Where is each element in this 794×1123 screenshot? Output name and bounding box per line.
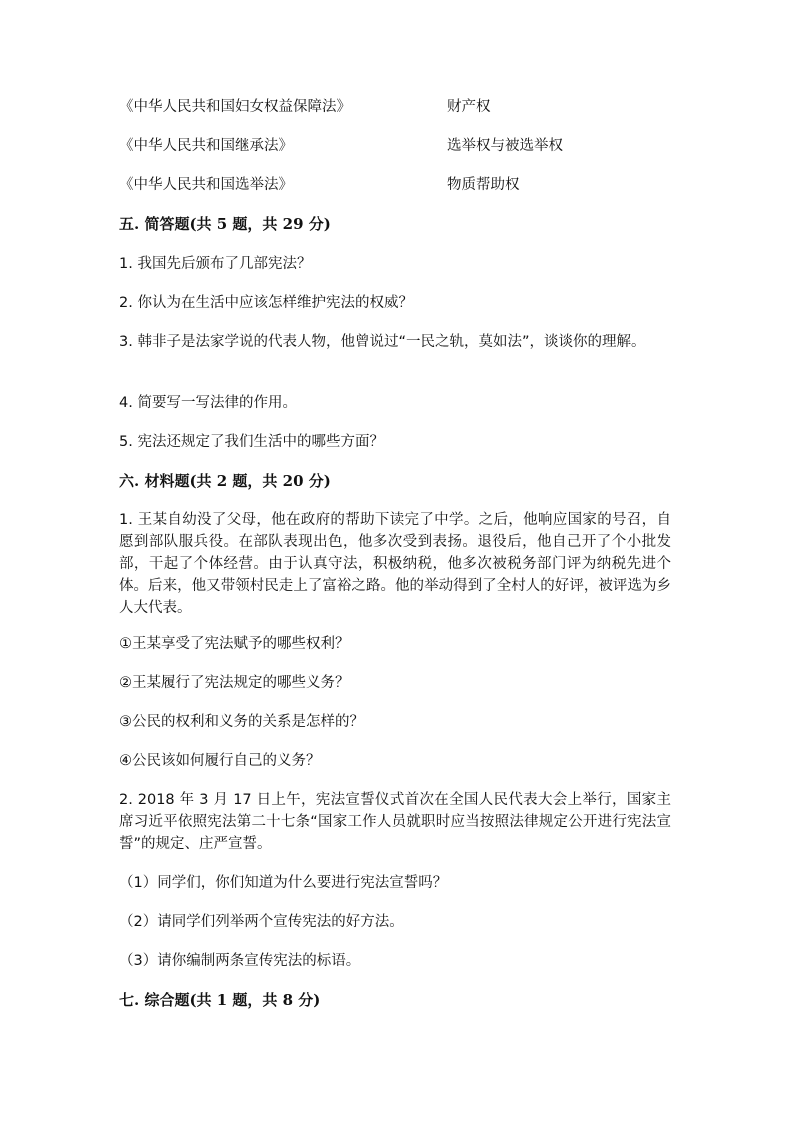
section5-question-4: 4. 简要写一写法律的作用。 (119, 395, 297, 411)
section5-question-3: 3. 韩非子是法家学说的代表人物，他曾说过“一民之轨，莫如法”，谈谈你的理解。 (119, 334, 646, 350)
material-2-question-1: （1）同学们，你们知道为什么要进行宪法宣誓吗？ (119, 875, 448, 891)
section5-heading: 五. 简答题(共 5 题，共 29 分) (119, 215, 331, 233)
matching-right-2: 选举权与被选举权 (447, 138, 563, 154)
section5-question-5: 5. 宪法还规定了我们生活中的哪些方面？ (119, 434, 384, 450)
material-1-question-2: ②王某履行了宪法规定的哪些义务？ (119, 675, 350, 691)
material-1-text: 1. 王某自幼没了父母，他在政府的帮助下读完了中学。之后，他响应国家的号召，自愿到部队服兵役。在部队表现出色，他多次受到表扬。退役后，他自己开了个小批发部，干起了个体经营。由于认真守法，积极纳税，他多次被税务部门评为纳税先进个体。后来，他又带领村民走上了富裕之路。他的举动得到了全村人的好评，被评选为乡人大代表。 (119, 512, 671, 616)
material-2-question-3: （3）请你编制两条宣传宪法的标语。 (119, 953, 361, 969)
matching-right-1: 财产权 (447, 99, 491, 115)
material-1-question-1: ①王某享受了宪法赋予的哪些权利？ (119, 636, 350, 652)
material-2-text: 2. 2018 年 3 月 17 日上午，宪法宣誓仪式首次在全国人民代表大会上举行，国家主席习近平依照宪法第二十七条“国家工作人员就职时应当按照法律规定公开进行宪法宣誓”的规定、庄严宣誓。 (119, 792, 671, 852)
section7-heading: 七. 综合题(共 1 题，共 8 分) (119, 991, 321, 1009)
matching-left-1: 《中华人民共和国妇女权益保障法》 (119, 99, 351, 115)
material-1-question-3: ③公民的权利和义务的关系是怎样的？ (119, 714, 364, 730)
matching-left-3: 《中华人民共和国选举法》 (119, 177, 293, 193)
section5-question-2: 2. 你认为在生活中应该怎样维护宪法的权威？ (119, 295, 413, 311)
matching-left-2: 《中华人民共和国继承法》 (119, 138, 293, 154)
section5-question-1: 1. 我国先后颁布了几部宪法？ (119, 256, 312, 272)
matching-right-3: 物质帮助权 (447, 177, 520, 193)
section6-heading: 六. 材料题(共 2 题，共 20 分) (119, 472, 331, 490)
material-1-question-4: ④公民该如何履行自己的义务？ (119, 753, 321, 769)
material-2-question-2: （2）请同学们列举两个宣传宪法的好方法。 (119, 914, 404, 930)
